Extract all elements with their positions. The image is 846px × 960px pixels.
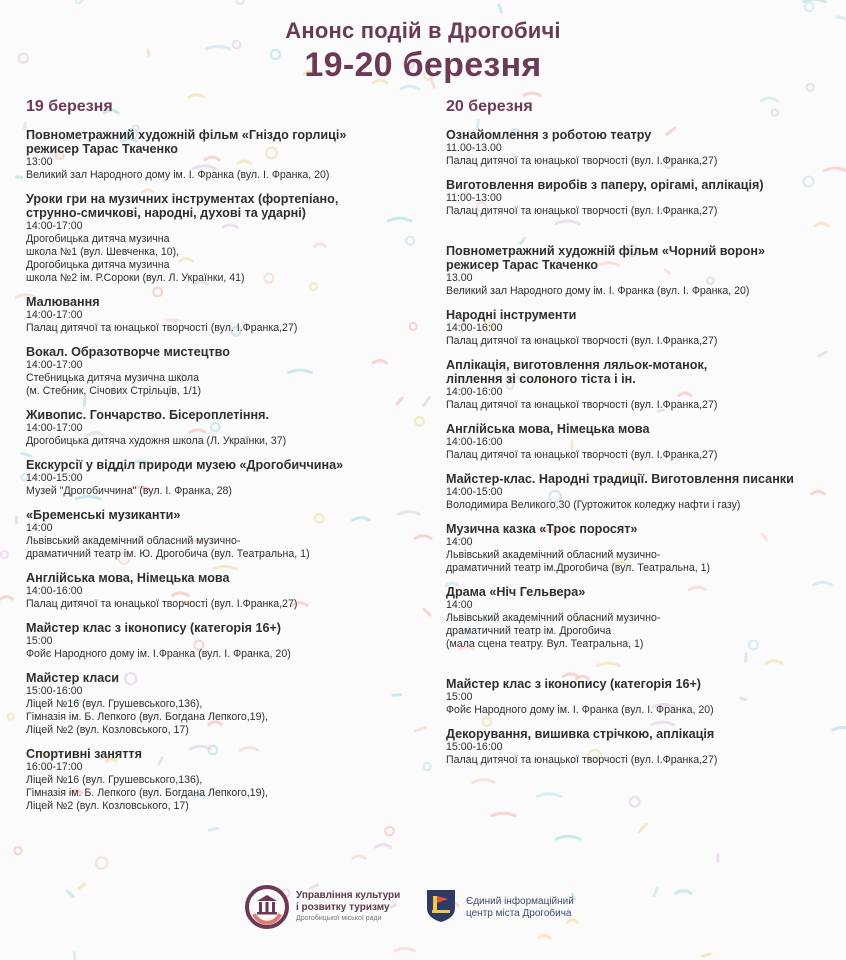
event-time: 14:00-15:00 <box>26 472 83 484</box>
culture-department-logo <box>244 884 401 935</box>
event-title: Драма «Ніч Гельвера» <box>446 585 586 599</box>
event-title: Майстер клас з іконопису (категорія 16+) <box>26 621 282 635</box>
event-time: 14:00-17:00 <box>26 220 83 232</box>
confetti-piece <box>700 952 712 958</box>
event-time: 13:00 <box>26 156 53 168</box>
event-time: 14:00-15:00 <box>446 486 503 498</box>
event-item <box>26 192 426 285</box>
event-item <box>446 308 841 348</box>
event-item <box>446 522 841 575</box>
event-item <box>26 345 426 398</box>
confetti-piece <box>14 847 21 854</box>
confetti-piece <box>15 516 18 525</box>
confetti-piece <box>556 837 580 840</box>
event-item <box>26 128 426 182</box>
event-time: 15:00-16:00 <box>446 741 503 753</box>
event-title: Малювання <box>26 295 100 309</box>
day-column-19 <box>26 98 426 823</box>
day-title: 19 березня <box>26 98 113 115</box>
event-item <box>26 621 426 661</box>
event-place: Фойє Народного дому ім. І.Франка (вул. І. Франка, 20) <box>26 648 291 660</box>
event-dates: 19-20 березня <box>304 46 542 84</box>
event-place: Палац дитячої та юнацької творчості (вул. І.Франка,27) <box>446 155 718 167</box>
confetti-piece <box>805 2 814 11</box>
event-item <box>26 671 426 737</box>
event-title: Англійська мова, Німецька мова <box>446 422 650 436</box>
confetti-piece <box>497 3 503 14</box>
confetti-piece <box>96 857 107 868</box>
page-title: Анонс подій в Дрогобичі <box>285 18 561 43</box>
confetti-piece <box>1 551 8 558</box>
confetti-piece <box>1 597 13 600</box>
event-title: Повнометражний художній фільм «Гніздо горлиці» режисер Тарас Ткаченко <box>26 128 347 156</box>
event-item <box>446 178 841 218</box>
event-time: 14:00 <box>446 599 473 611</box>
confetti-piece <box>492 813 515 816</box>
event-place: Палац дитячої та юнацької творчості (вул. І.Франка,27) <box>446 399 718 411</box>
logo-text: і розвитку туризму <box>296 902 390 913</box>
event-time: 14:00-16:00 <box>446 322 503 334</box>
logo-text: Єдиний інформаційний <box>466 896 574 907</box>
event-place: Палац дитячої та юнацької творчості (вул. І.Франка,27) <box>26 322 298 334</box>
event-place: Ліцей №16 (вул. Грушевського,136), Гімназія ім. Б. Лепкого (вул. Богдана Лепкого,19), Ліцей №2 (вул. Козловського, 17) <box>26 698 268 736</box>
confetti-piece <box>376 845 391 848</box>
event-title: Вокал. Образотворче мистецтво <box>26 345 230 359</box>
event-item <box>26 747 426 813</box>
city-emblem-icon <box>424 886 458 924</box>
event-place: Великий зал Народного дому ім. І. Франка (вул. І. Франка, 20) <box>446 285 750 297</box>
event-item <box>446 422 841 462</box>
day-column-20 <box>446 98 841 777</box>
event-place: Фойє Народного дому ім. І. Франка (вул. І. Франка, 20) <box>446 704 714 716</box>
event-item <box>446 128 841 168</box>
event-item <box>446 358 841 412</box>
event-time: 15:00 <box>26 635 53 647</box>
event-item <box>26 295 426 335</box>
confetti-piece <box>385 827 394 836</box>
event-title: Майстер-клас. Народні традиції. Виготовлення писанки <box>446 472 794 486</box>
event-item <box>446 727 841 767</box>
event-item <box>26 571 426 611</box>
event-title: Майстер клас з іконопису (категорія 16+) <box>446 677 702 691</box>
event-title: Декорування, вишивка стрічкою, аплікація <box>446 727 715 741</box>
event-time: 14:00-17:00 <box>26 359 83 371</box>
event-time: 14:00 <box>26 522 53 534</box>
event-time: 15:00-16:00 <box>26 685 83 697</box>
confetti-piece <box>716 853 719 862</box>
event-item <box>26 508 426 561</box>
confetti-piece <box>630 797 640 807</box>
confetti-piece <box>473 780 494 783</box>
event-time: 14:00 <box>446 536 473 548</box>
event-title: Музична казка «Троє поросят» <box>446 522 638 536</box>
event-place: Дрогобицька дитяча музична школа №1 (вул. Шевченка, 10), Дрогобицька дитяча музична школа №2 ім. Р.Сороки (вул. Л. Українки, 41) <box>26 233 245 284</box>
logo-text: центр міста Дрогобича <box>466 908 572 919</box>
logo-subtext: Дрогобицької міської ради <box>296 915 382 922</box>
event-place: Львівський академічний обласний музично- драматичний театр ім. Ю. Дрогобича (вул. Театральна, 1) <box>26 535 310 560</box>
confetti-piece <box>637 822 648 834</box>
event-time: 14:00-16:00 <box>446 436 503 448</box>
confetti-piece <box>8 714 14 720</box>
event-place: Львівський академічний обласний музично- драматичний театр ім. Дрогобича (мала сцена театру. Вул. Театральна, 1) <box>446 612 661 650</box>
event-title: Живопис. Гончарство. Бісероплетіння. <box>26 408 269 422</box>
event-item <box>26 408 426 448</box>
event-title: «Бременські музиканти» <box>26 508 181 522</box>
footer-logos <box>0 880 846 940</box>
event-place: Львівський академічний обласний музично- драматичний театр ім.Дрогобича (вул. Театральна, 1) <box>446 549 711 574</box>
confetti-piece <box>76 0 82 3</box>
event-time: 11.00-13.00 <box>446 142 502 154</box>
event-time: 14:00-17:00 <box>26 309 83 321</box>
event-item <box>446 472 841 512</box>
confetti-piece <box>15 175 23 179</box>
event-time: 14:00-16:00 <box>26 585 83 597</box>
event-place: Палац дитячої та юнацької творчості (вул. І.Франка,27) <box>446 754 718 766</box>
confetti-piece <box>353 856 365 859</box>
event-title: Народні інструменти <box>446 308 577 322</box>
confetti-piece <box>73 951 77 960</box>
confetti-piece <box>189 95 204 98</box>
event-place: Палац дитячої та юнацької творчості (вул. І.Франка,27) <box>446 335 718 347</box>
confetti-piece <box>524 93 540 96</box>
event-time: 14:00-16:00 <box>446 386 503 398</box>
event-place: Володимира Великого,30 (Гуртожиток коледжу нафти і газу) <box>446 499 741 511</box>
event-item <box>446 244 841 298</box>
confetti-piece <box>207 827 219 832</box>
confetti-piece <box>401 86 419 89</box>
event-title: Повнометражний художній фільм «Чорний ворон» режисер Тарас Ткаченко <box>446 244 765 272</box>
event-title: Аплікація, виготовлення ляльок-мотанок, ліплення зі солоного тіста і ін. <box>446 358 708 386</box>
event-time: 15:00 <box>446 691 473 703</box>
event-item <box>26 458 426 498</box>
event-place: Ліцей №16 (вул. Грушевського,136), Гімназія ім. Б. Лепкого (вул. Богдана Лепкого,19), Ліцей №2 (вул. Козловського, 17) <box>26 774 268 812</box>
event-place: Дрогобицька дитяча художня школа (Л. Українки, 37) <box>26 435 287 447</box>
event-title: Екскурсії у відділ природи музею «Дрогобиччина» <box>26 458 344 472</box>
event-title: Спортивні заняття <box>26 747 142 761</box>
event-time: 13.00 <box>446 272 473 284</box>
confetti-piece <box>537 794 561 797</box>
event-time: 14:00-17:00 <box>26 422 83 434</box>
event-time: 11:00-13:00 <box>446 192 502 204</box>
event-title: Англійська мова, Німецька мова <box>26 571 230 585</box>
event-place: Стебницька дитяча музична школа (м. Стебник, Січових Стрільців, 1/1) <box>26 372 202 397</box>
event-item <box>446 585 841 651</box>
columns-emblem-icon <box>244 884 290 930</box>
event-item <box>446 677 841 717</box>
event-place: Палац дитячої та юнацької творчості (вул. І.Франка,27) <box>446 205 718 217</box>
event-time: 16:00-17:00 <box>26 761 83 773</box>
event-place: Великий зал Народного дому ім. І. Франка (вул. І. Франка, 20) <box>26 169 330 181</box>
event-title: Ознайомлення з роботою театру <box>446 128 652 142</box>
day-title: 20 березня <box>446 98 533 115</box>
logo-text: Управління культури <box>296 890 401 901</box>
event-place: Палац дитячої та юнацької творчості (вул. І.Франка,27) <box>26 598 298 610</box>
event-title: Уроки гри на музичних інструментах (фортепіано, струнно-смичкові, народні, духові та ударні) <box>26 192 339 220</box>
event-place: Палац дитячої та юнацької творчості (вул. І.Франка,27) <box>446 449 718 461</box>
confetti-piece <box>804 0 826 2</box>
event-place: Музей "Дрогобиччина" (вул. І. Франка, 28) <box>26 485 232 497</box>
event-title: Майстер класи <box>26 671 119 685</box>
confetti-piece <box>395 948 414 951</box>
confetti-piece <box>236 0 244 4</box>
event-title: Виготовлення виробів з паперу, орігамі, аплікація) <box>446 178 764 192</box>
info-center-logo <box>424 886 574 929</box>
page-header <box>0 18 846 85</box>
